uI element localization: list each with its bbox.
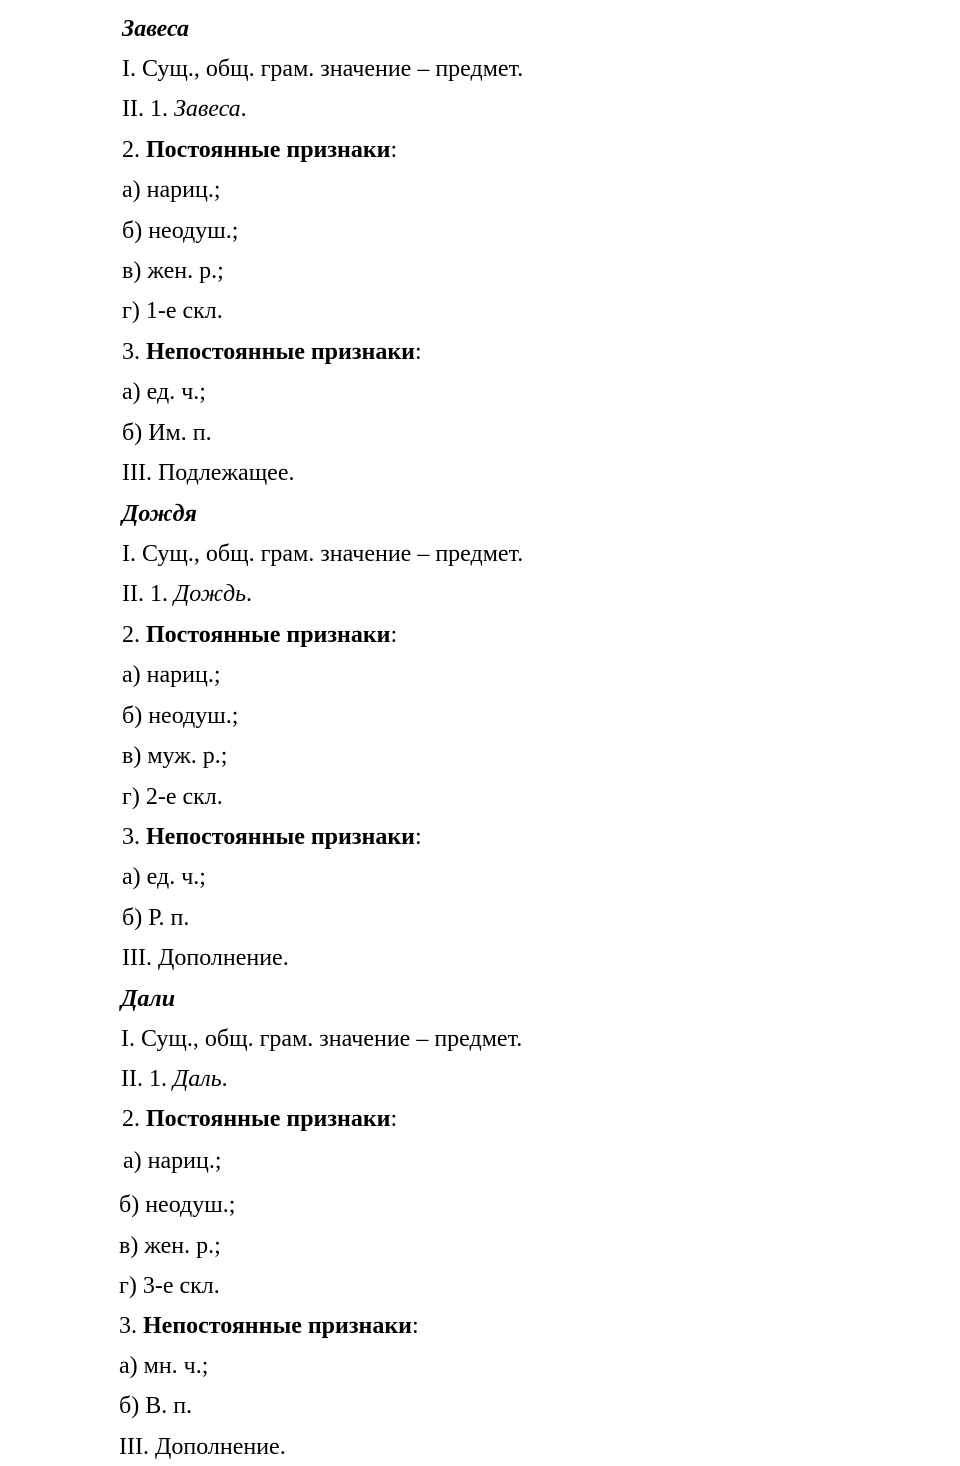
numbering: 3. [122,339,146,365]
punctuation: : [411,1313,419,1339]
feature-item: в) жен. р.; [119,1233,221,1259]
punctuation: . [240,96,247,122]
feature-item: а) ед. ч.; [122,379,206,405]
constant-features-heading [122,1107,397,1131]
feature-item: а) нариц.; [122,177,221,203]
feature-item: б) неодуш.; [122,703,239,729]
punctuation: . [246,581,253,607]
syntactic-role: III. Подлежащее. [122,460,295,486]
feature-item: б) неодуш.; [122,218,239,244]
syntactic-role: III. Дополнение. [119,1434,286,1460]
parse-line-initial-form [121,1067,228,1091]
feature-item: б) Р. п. [122,905,190,931]
punctuation: : [390,137,398,163]
initial-form-word: Дождь [173,581,247,607]
variable-features-heading [122,340,422,364]
constant-features-label: Постоянные признаки [146,1106,391,1132]
variable-features-label: Непостоянные признаки [146,339,415,365]
punctuation: : [390,622,398,648]
numbering: II. 1. [121,1066,173,1092]
variable-features-label: Непостоянные признаки [146,824,415,850]
parse-line-initial-form [122,97,247,121]
punctuation: : [414,824,422,850]
parse-line-pos: I. Сущ., общ. грам. значение – предмет. [121,1026,523,1052]
feature-item: б) Им. п. [122,420,212,446]
punctuation: . [221,1066,228,1092]
punctuation: : [390,1106,398,1132]
constant-features-heading [122,138,397,162]
section-heading: Дали [121,986,176,1012]
numbering: 2. [122,1106,146,1132]
syntactic-role: III. Дополнение. [122,945,289,971]
feature-item: б) В. п. [119,1393,193,1419]
numbering: 3. [119,1313,143,1339]
numbering: II. 1. [122,581,174,607]
initial-form-word: Даль [172,1066,222,1092]
feature-item: а) ед. ч.; [122,864,206,890]
variable-features-label: Непостоянные признаки [143,1313,412,1339]
variable-features-heading [119,1314,419,1338]
feature-item: г) 1-е скл. [122,298,223,324]
numbering: 3. [122,824,146,850]
parse-line-pos: I. Сущ., общ. грам. значение – предмет. [122,56,524,82]
numbering: 2. [122,622,146,648]
feature-item: б) неодуш.; [119,1192,236,1218]
feature-item: а) мн. ч.; [119,1353,209,1379]
section-heading: Дождя [122,501,197,527]
constant-features-label: Постоянные признаки [146,137,391,163]
section-heading: Завеса [122,16,190,42]
parse-line-initial-form [122,582,252,606]
constant-features-label: Постоянные признаки [146,622,391,648]
feature-item: в) муж. р.; [122,743,228,769]
feature-item: а) нариц.; [122,662,221,688]
feature-item: г) 3-е скл. [119,1273,220,1299]
feature-item: г) 2-е скл. [122,784,223,810]
feature-item: а) нариц.; [123,1148,222,1174]
variable-features-heading [122,825,422,849]
parse-line-pos: I. Сущ., общ. грам. значение – предмет. [122,541,524,567]
numbering: 2. [122,137,146,163]
punctuation: : [414,339,422,365]
initial-form-word: Завеса [173,96,241,122]
numbering: II. 1. [122,96,174,122]
feature-item: в) жен. р.; [122,258,224,284]
constant-features-heading [122,623,397,647]
